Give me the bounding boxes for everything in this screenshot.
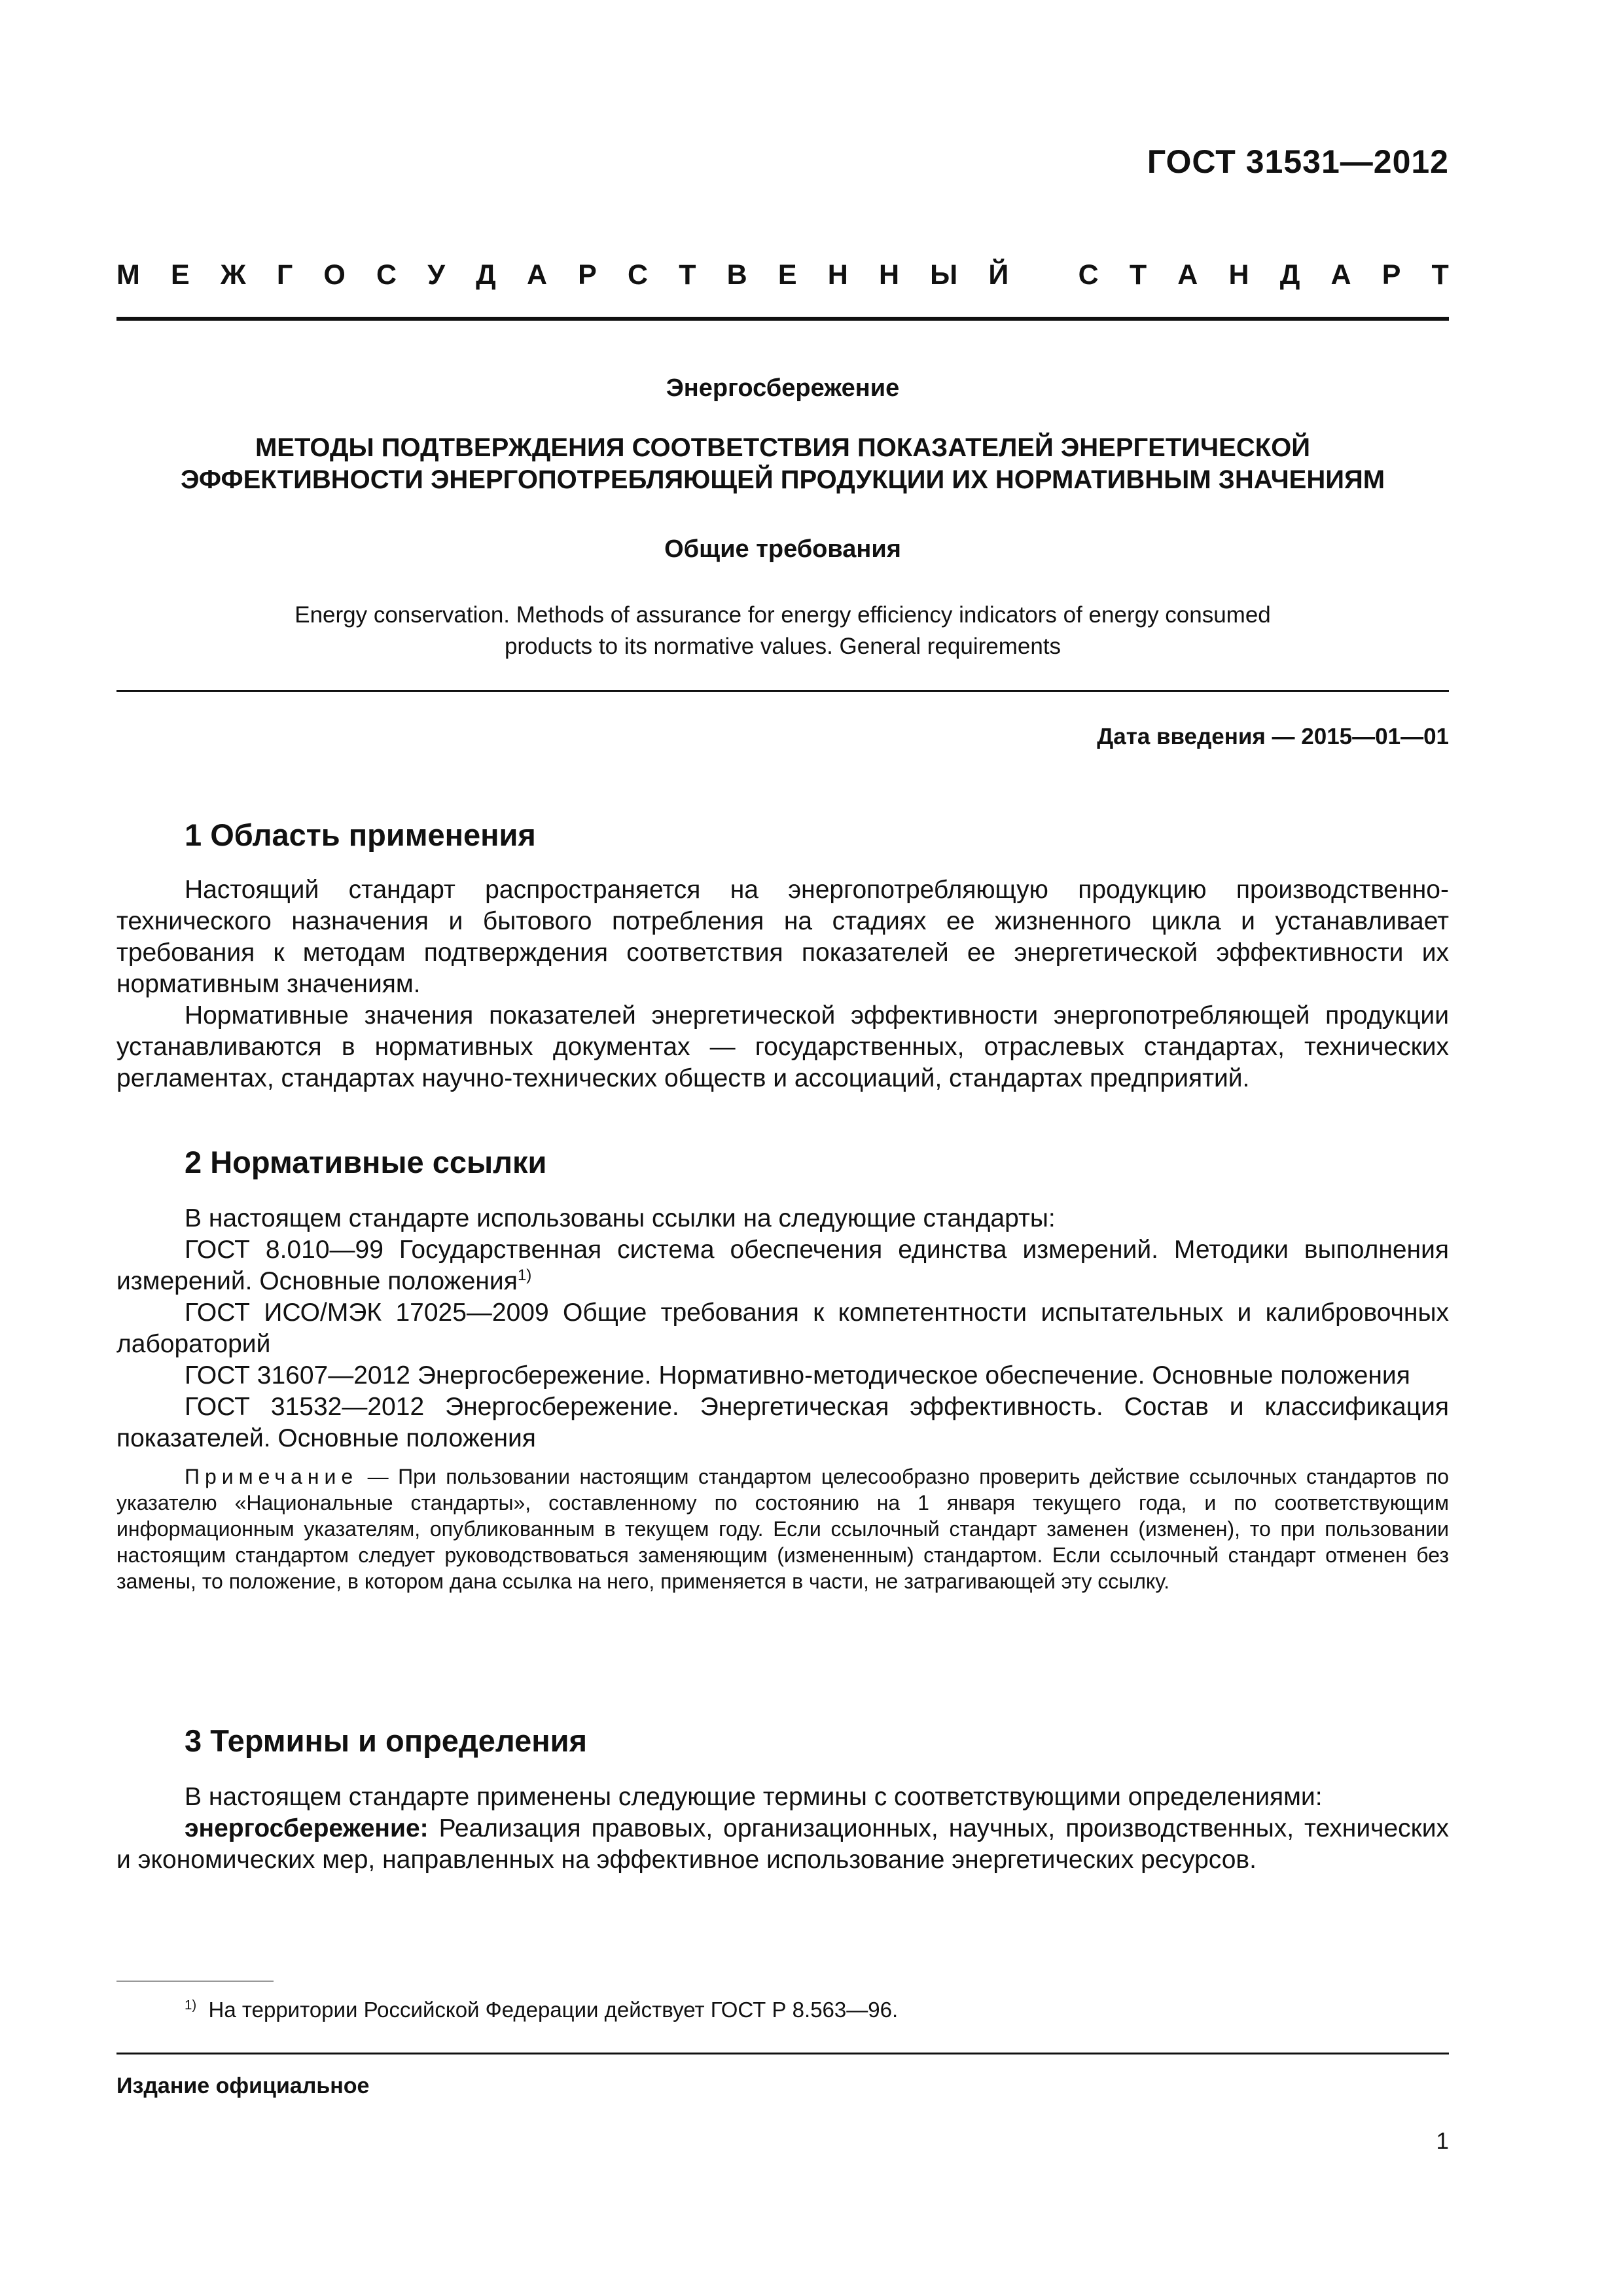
note-label: Примечание — [185, 1465, 359, 1488]
note-text: — При пользовании настоящим стандартом целесообразно проверить действие ссылочных стандартов по указателю «Национальные стандарты», составленному по состоянию на 1 января текущего года, и по соответствующим информационным указателям, опубликованным в текущем году. Если ссылочный стандарт заменен (изменен), то при пользовании настоящим стандартом следует руководствоваться заменяющим (измененным) стандартом. Если ссылочный стандарт отменен без замены, то положение, в котором дана ссылка на него, применяется в части, не затрагивающей эту ссылку. — [116, 1465, 1449, 1593]
standard-type-heading — [116, 259, 1449, 291]
document-number: ГОСТ 31531—2012 — [1147, 143, 1449, 180]
official-edition-label: Издание официальное — [116, 2073, 370, 2098]
std-letter: Ы — [930, 259, 958, 291]
english-title-line: products to its normative values. General requirements — [504, 634, 1061, 660]
section-heading: 3 Термины и определения — [185, 1723, 587, 1758]
term-name: энергосбережение: — [185, 1814, 429, 1842]
category-title: Энергосбережение — [666, 374, 900, 402]
term-definition — [116, 1813, 1449, 1876]
reference-item: ГОСТ 31607—2012 Энергосбережение. Нормативно-методическое обеспечение. Основные положения — [185, 1361, 1410, 1390]
std-letter: С — [1078, 259, 1099, 291]
std-letter: Р — [578, 259, 597, 291]
std-letter: Т — [1129, 259, 1147, 291]
note — [116, 1463, 1449, 1594]
std-letter: С — [628, 259, 649, 291]
section-1-body — [116, 874, 1449, 1094]
section-3-body — [116, 1782, 1449, 1876]
std-letter: Н — [1228, 259, 1249, 291]
std-letter: А — [1177, 259, 1198, 291]
footnote-ref[interactable]: 1) — [517, 1266, 532, 1284]
term-text: Реализация правовых, организационных, научных, производственных, технических и экономических мер, направленных на эффективное использование энергетических ресурсов. — [116, 1814, 1449, 1874]
std-letter: Ж — [220, 259, 246, 291]
std-letter: Н — [827, 259, 848, 291]
footnote — [185, 1998, 898, 2022]
title-rule — [116, 690, 1449, 692]
footnote-text: На территории Российской Федерации действует ГОСТ Р 8.563—96. — [208, 1998, 899, 2022]
paragraph: В настоящем стандарте применены следующие термины с соответствующими определениями: — [185, 1783, 1323, 1811]
std-letter: Т — [679, 259, 696, 291]
introduction-date: Дата введения — 2015—01—01 — [1097, 724, 1449, 749]
std-letter: Т — [1431, 259, 1449, 291]
header-rule — [116, 317, 1449, 321]
std-letter: Й — [988, 259, 1009, 291]
std-letter: У — [427, 259, 445, 291]
page-number: 1 — [1436, 2128, 1449, 2154]
footer-rule — [116, 2053, 1449, 2054]
title-line: ЭФФЕКТИВНОСТИ ЭНЕРГОПОТРЕБЛЯЮЩЕЙ ПРОДУКЦИИ ИХ НОРМАТИВНЫМ ЗНАЧЕНИЯМ — [180, 465, 1385, 495]
document-subtitle: Общие требования — [664, 535, 901, 563]
std-letter-gap — [1039, 259, 1047, 291]
std-letter: Д — [1279, 259, 1300, 291]
paragraph: В настоящем стандарте использованы ссылки на следующие стандарты: — [185, 1204, 1056, 1232]
reference-item: ГОСТ 31532—2012 Энергосбережение. Энергетическая эффективность. Состав и классификация показателей. Основные положения — [116, 1393, 1449, 1452]
std-letter: О — [323, 259, 346, 291]
reference-item: ГОСТ ИСО/МЭК 17025—2009 Общие требования к компетентности испытательных и калибровочных лабораторий — [116, 1299, 1449, 1358]
std-letter: Е — [170, 259, 190, 291]
std-letter: А — [1330, 259, 1351, 291]
reference-text: ГОСТ 8.010—99 Государственная система обеспечения единства измерений. Методики выполнения измерений. Основные положения — [116, 1236, 1449, 1295]
std-letter: С — [376, 259, 397, 291]
std-letter: Р — [1382, 259, 1401, 291]
std-letter: В — [726, 259, 747, 291]
paragraph: Нормативные значения показателей энергетической эффективности энергопотребляющей продукции устанавливаются в нормативных документах — государственных, отраслевых стандартах, технических регламентах, стандартах научно-технических обществ и ассоциаций, стандартах предприятий. — [116, 1001, 1449, 1092]
std-letter: А — [526, 259, 547, 291]
footnote-separator — [116, 1981, 274, 1982]
english-title — [116, 600, 1449, 663]
std-letter: Д — [476, 259, 496, 291]
reference-item — [116, 1234, 1449, 1297]
std-letter: Г — [276, 259, 293, 291]
std-letter: Е — [777, 259, 797, 291]
section-heading: 1 Область применения — [185, 817, 536, 852]
english-title-line: Energy conservation. Methods of assurance for energy efficiency indicators of energy consumed — [294, 602, 1271, 628]
document-title — [116, 432, 1449, 496]
std-letter: Н — [878, 259, 899, 291]
title-line: МЕТОДЫ ПОДТВЕРЖДЕНИЯ СООТВЕТСТВИЯ ПОКАЗАТЕЛЕЙ ЭНЕРГЕТИЧЕСКОЙ — [255, 433, 1310, 462]
section-2-body — [116, 1203, 1449, 1594]
section-heading: 2 Нормативные ссылки — [185, 1145, 547, 1179]
footnote-marker: 1) — [185, 1998, 197, 2013]
std-letter: М — [116, 259, 140, 291]
paragraph: Настоящий стандарт распространяется на энергопотребляющую продукцию производственно-технического назначения и бытового потребления на стадиях ее жизненного цикла и устанавливает требования к методам подтверждения соответствия показателей ее энергетической эффективности их нормативным значениям. — [116, 876, 1449, 998]
